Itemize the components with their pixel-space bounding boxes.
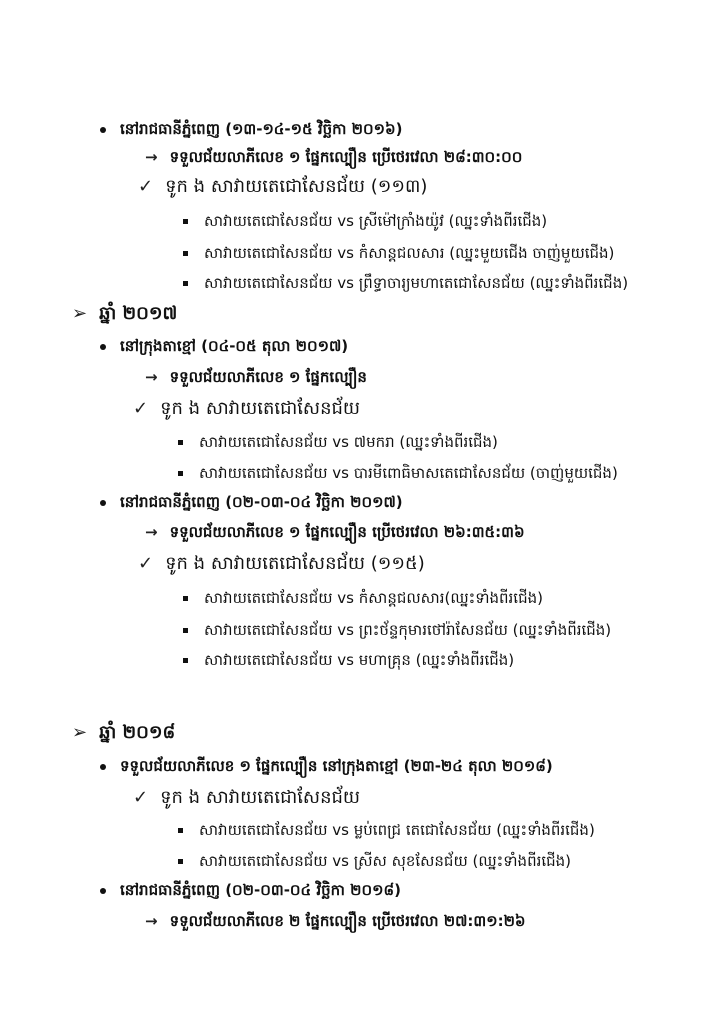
chevron-icon: ➢ [72,303,88,324]
bullet-icon [100,888,106,894]
arrow-icon: → [145,523,158,541]
list-item-match: សាវាយតេជោសែនជ័យ vs បារមីពោធិមាសតេជោសែនជ័យ (ចាញ់មួយជើង) [178,463,618,483]
check-icon: ✓ [138,553,154,574]
list-item-match: សាវាយតេជោសែនជ័យ vs ៧មករា (ឈ្នះទាំងពីរជើង) [178,432,498,452]
square-bullet-icon [178,471,183,476]
list-item-venue: នៅរាជធានីភ្នំពេញ (០២-០៣-០៤ វិច្ឆិកា ២០១៧) [100,492,403,512]
bullet-icon [100,127,106,133]
bullet-icon [100,764,106,770]
year-heading: ➢ ឆ្នាំ ២០១៨ [72,722,176,743]
square-bullet-icon [178,859,183,864]
chevron-icon: ➢ [72,722,88,743]
list-item-match: សាវាយតេជោសែនជ័យ vs កំសាន្តជលសារ (ឈ្នះមួយជើង ចាញ់មួយជើង) [183,243,614,263]
check-icon: ✓ [133,787,149,808]
list-item-venue: នៅរាជធានីភ្នំពេញ (១៣-១៤-១៥ វិច្ឆិកា ២០១៦) [100,119,402,139]
list-item-venue: នៅក្រុងតាខ្មៅ (០៤-០៥ តុលា ២០១៧) [100,336,348,356]
list-item-match: សាវាយតេជោសែនជ័យ vs ម្លប់ពេជ្រ តេជោសែនជ័យ (ឈ្នះទាំងពីរជើង) [178,820,595,840]
list-item-match: សាវាយតេជោសែនជ័យ vs ស្រីស សុខសែនជ័យ (ឈ្នះទាំងពីរជើង) [178,851,571,871]
square-bullet-icon [183,251,188,256]
list-item-result: → ទទួលជ័យលាភីលេខ ១ ផ្នែកល្បឿន [145,368,367,386]
arrow-icon: → [145,912,158,930]
bullet-icon [100,500,106,506]
list-item-match: សាវាយតេជោសែនជ័យ vs មហាគ្រុន (ឈ្នះទាំងពីរជើង) [183,650,514,670]
list-item-result: → ទទួលជ័យលាភីលេខ ១ ផ្នែកល្បឿន ប្រើថេរវេលា ២៨:៣០:០០ [145,148,523,166]
square-bullet-icon [183,658,188,663]
square-bullet-icon [178,440,183,445]
square-bullet-icon [183,596,188,601]
list-item-match: សាវាយតេជោសែនជ័យ vs ស្រីម៉ៅក្រាំងយ៉ូវ (ឈ្នះទាំងពីរជើង) [183,211,547,231]
square-bullet-icon [183,281,188,286]
check-icon: ✓ [138,176,154,197]
list-item-match: សាវាយតេជោសែនជ័យ vs ព្រះថ័ន្ទកុមារថៅរ៉ាសែនជ័យ (ឈ្នះទាំងពីរជើង) [183,620,611,640]
check-icon: ✓ [133,398,149,419]
arrow-icon: → [145,148,158,166]
list-item-venue: ទទួលជ័យលាភីលេខ ១ ផ្នែកល្បឿន នៅក្រុងតាខ្មៅ (២៣-២៤ តុលា ២០១៨) [100,756,553,776]
square-bullet-icon [178,828,183,833]
square-bullet-icon [183,219,188,224]
list-item-boat: ✓ ទូក ង សាវាយតេជោសែនជ័យ (១១៥) [138,553,425,574]
list-item-result: → ទទួលជ័យលាភីលេខ ២ ផ្នែកល្បឿន ប្រើថេរវេលា ២៧:៣១:២៦ [145,912,526,930]
list-item-venue: នៅរាជធានីភ្នំពេញ (០២-០៣-០៤ វិច្ឆិកា ២០១៨) [100,880,401,900]
list-item-boat: ✓ ទូក ង សាវាយតេជោសែនជ័យ (១១៣) [138,176,428,197]
list-item-boat: ✓ ទូក ង សាវាយតេជោសែនជ័យ [133,398,361,419]
year-heading: ➢ ឆ្នាំ ២០១៧ [72,303,178,324]
bullet-icon [100,344,106,350]
list-item-boat: ✓ ទូក ង សាវាយតេជោសែនជ័យ [133,787,361,808]
arrow-icon: → [145,368,158,386]
square-bullet-icon [183,628,188,633]
list-item-match: សាវាយតេជោសែនជ័យ vs កំសាន្តជលសារ(ឈ្នះទាំងពីរជើង) [183,588,543,608]
list-item-result: → ទទួលជ័យលាភីលេខ ១ ផ្នែកល្បឿន ប្រើថេរវេលា ២៦:៣៥:៣៦ [145,523,525,541]
list-item-match: សាវាយតេជោសែនជ័យ vs ព្រឹទ្ធាចារ្យមហាតេជោសែនជ័យ (ឈ្នះទាំងពីរជើង) [183,273,628,293]
